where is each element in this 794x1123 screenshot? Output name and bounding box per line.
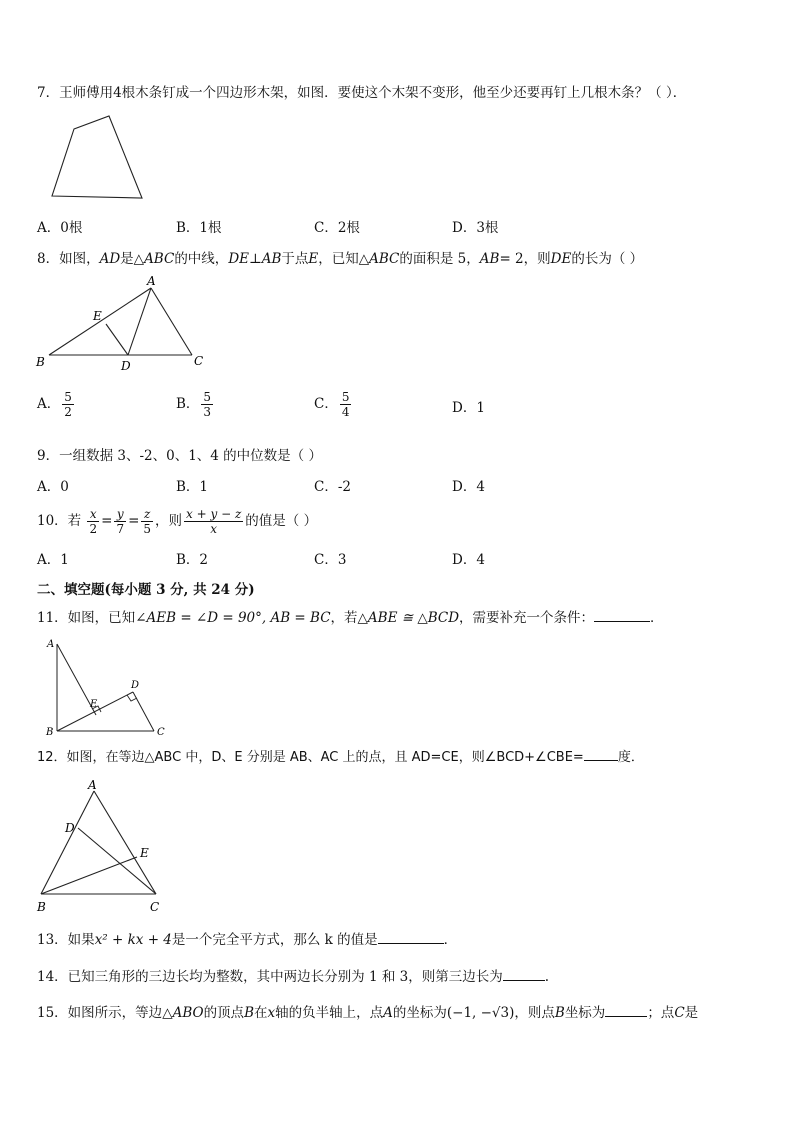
q12-label-d: D xyxy=(65,821,75,835)
q11-label-c: C xyxy=(157,727,165,738)
q8-label-a: A xyxy=(147,274,156,288)
q9-option-a: A．0 xyxy=(37,479,69,495)
q8-option-c: C． $\frac{5}{4}$ xyxy=(314,390,350,419)
q13-answer-blank[interactable] xyxy=(378,943,444,944)
q7-option-a: A．0根 xyxy=(37,220,83,236)
q15-stem: 15．如图所示，等边△ABO的顶点B在x轴的负半轴上，点A的坐标为(−1, −√3)，则点B坐标为 ；点C是 xyxy=(37,1005,699,1021)
q15-answer-blank[interactable] xyxy=(605,1016,647,1017)
q11-label-d: D xyxy=(131,680,140,691)
q7-option-b: B．1根 xyxy=(176,220,222,236)
q12-label-b: B xyxy=(37,900,46,914)
q11-figure xyxy=(42,636,172,740)
section-fill-in-heading: 二、填空题(每小题 3 分, 共 24 分) xyxy=(37,582,255,598)
q13-stem: 13．如果x² + kx + 4是一个完全平方式，那么 k 的值是 ． xyxy=(37,932,458,948)
q8-triangle-figure xyxy=(33,272,213,376)
q7-option-d: D．3根 xyxy=(452,220,499,236)
q10-option-d: D．4 xyxy=(452,552,485,568)
q10-stem: 10．若 $\frac{x}{2}$ = $\frac{y}{7}$ = $\frac{z}{5}$ ，则 $\frac{x + y - z}{x}$ 的值是（ ） xyxy=(37,507,318,536)
q14-stem: 14．已知三角形的三边长均为整数，其中两边长分别为 1 和 3，则第三边长为 . xyxy=(37,969,550,985)
q12-label-e: E xyxy=(140,846,149,860)
q7-stem: 7．王师傅用4根木条钉成一个四边形木架，如图．要使这个木架不变形，他至少还要再钉上几根木条？（ ）． xyxy=(37,85,687,101)
q8-option-b: B． $\frac{5}{3}$ xyxy=(176,390,212,419)
q11-stem: 11．如图，已知∠AEB = ∠D = 90°, AB = BC，若△ABE ≅ △BCD，需要补充一个条件： ． xyxy=(37,610,664,626)
q11-label-b: B xyxy=(46,727,54,738)
q11-answer-blank[interactable] xyxy=(594,621,650,622)
q12-label-c: C xyxy=(150,900,160,914)
q12-stem: 12．如图，在等边△ABC 中，D、E 分别是 AB、AC 上的点，且 AD=CE，则∠BCD+∠CBE= 度． xyxy=(37,750,644,765)
q8-option-d: D．1 xyxy=(452,400,485,416)
q12-label-a: A xyxy=(88,778,97,792)
q8-option-a: A． $\frac{5}{2}$ xyxy=(37,390,72,419)
q7-option-c: C．2根 xyxy=(314,220,360,236)
q14-answer-blank[interactable] xyxy=(503,980,545,981)
q12-triangle-figure xyxy=(33,776,173,916)
q9-stem: 9．一组数据 3、-2、0、1、4 的中位数是（ ） xyxy=(37,448,322,464)
q8-label-c: C xyxy=(194,354,204,368)
q8-label-b: B xyxy=(36,355,45,369)
q8-label-e: E xyxy=(93,309,102,323)
q10-option-c: C．3 xyxy=(314,552,347,568)
q8-label-d: D xyxy=(121,359,131,373)
q9-option-c: C．-2 xyxy=(314,479,351,495)
q9-option-b: B．1 xyxy=(176,479,209,495)
q9-option-d: D．4 xyxy=(452,479,485,495)
q11-label-a: A xyxy=(47,639,55,650)
q12-answer-blank[interactable] xyxy=(584,760,618,761)
q11-label-e: E xyxy=(90,699,98,710)
q8-stem: 8．如图，AD是△ABC的中线，DE⊥AB于点E，已知△ABC的面积是 5，AB= 2，则DE的长为（ ） xyxy=(37,251,644,267)
q10-option-a: A．1 xyxy=(37,552,69,568)
q10-option-b: B．2 xyxy=(176,552,209,568)
q7-quadrilateral-figure xyxy=(48,112,148,202)
